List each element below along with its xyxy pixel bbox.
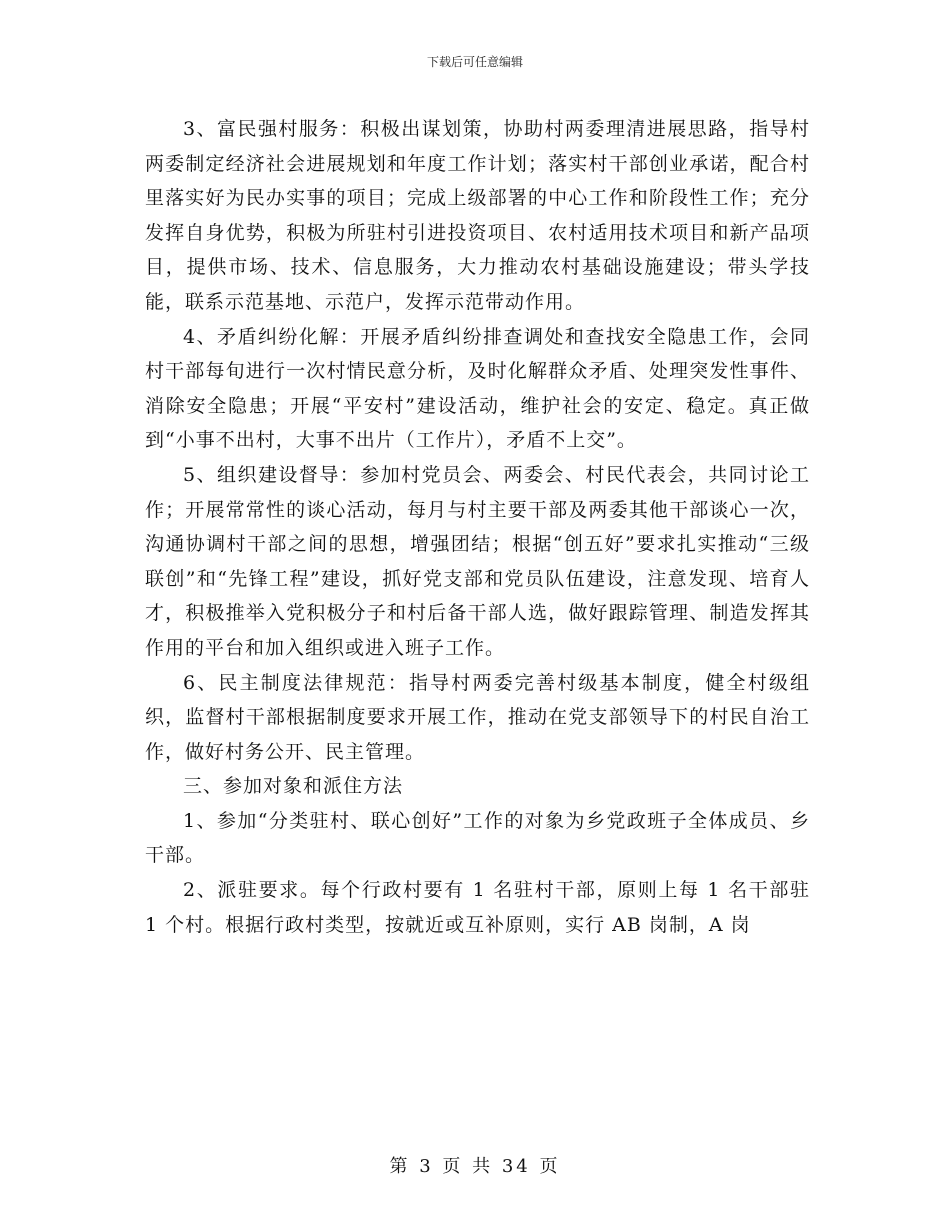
paragraph-item-4: 4、矛盾纠纷化解：开展矛盾纠纷排查调处和查找安全隐患工作，会同村干部每旬进行一次村情民意分析，及时化解群众矛盾、处理突发性事件、消除安全隐患；开展“平安村”建设活动，维护社会的安定、稳定。真正做到“小事不出村，大事不出片（工作片），矛盾不上交”。 bbox=[145, 325, 810, 452]
document-body bbox=[145, 112, 810, 942]
paragraph-item-3: 3、富民强村服务：积极出谋划策，协助村两委理清进展思路，指导村两委制定经济社会进展规划和年度工作计划；落实村干部创业承诺，配合村里落实好为民办实事的项目；完成上级部署的中心工作和阶段性工作；充分发挥自身优势，积极为所驻村引进投资项目、农村适用技术项目和新产品项目，提供市场、技术、信息服务，大力推动农村基础设施建设；带头学技能，联系示范基地、示范户，发挥示范带动作用。 bbox=[145, 118, 810, 313]
paragraph-item-5: 5、组织建设督导：参加村党员会、两委会、村民代表会，共同讨论工作；开展常常性的谈心活动，每月与村主要干部及两委其他干部谈心一次，沟通协调村干部之间的思想，增强团结；根据“创五好”要求扎实推动“三级联创”和“先锋工程”建设，抓好党支部和党员队伍建设，注意发现、培育人才，积极推举入党积极分子和村后备干部人选，做好跟踪管理、制造发挥其作用的平台和加入组织或进入班子工作。 bbox=[145, 463, 810, 659]
section-heading-3: 三、参加对象和派住方法 bbox=[183, 775, 404, 798]
paragraph-sub-2: 2、派驻要求。每个行政村要有 1 名驻村干部，原则上每 1 名干部驻 1 个村。根据行政村类型，按就近或互补原则，实行 AB 岗制，A 岗 bbox=[145, 879, 810, 936]
page-number-footer: 第 3 页 共 34 页 bbox=[389, 1156, 561, 1177]
paragraph-sub-1: 1、参加“分类驻村、联心创好”工作的对象为乡党政班子全体成员、乡干部。 bbox=[145, 809, 810, 867]
paragraph-item-6: 6、民主制度法律规范：指导村两委完善村级基本制度，健全村级组织，监督村干部根据制度要求开展工作，推动在党支部领导下的村民自治工作，做好村务公开、民主管理。 bbox=[145, 671, 810, 763]
page-header-note: 下载后可任意编辑 bbox=[426, 55, 523, 69]
